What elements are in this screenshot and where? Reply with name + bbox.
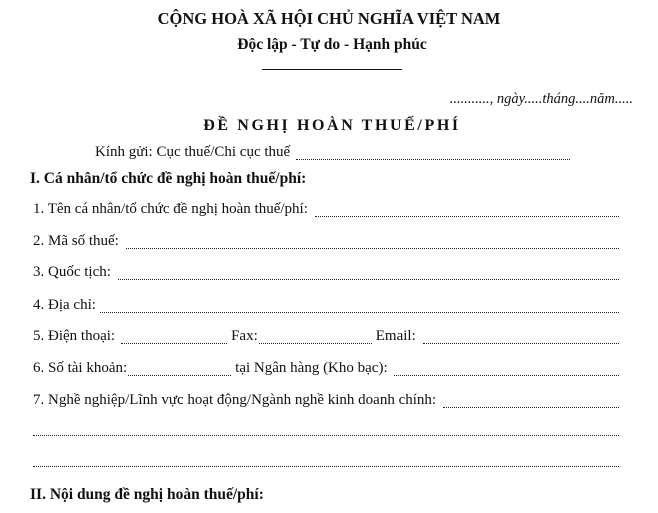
- field-label-occupation: 7. Nghề nghiệp/Lĩnh vực hoạt động/Ngành nghề kinh doanh chính:: [33, 392, 437, 408]
- account-number-field[interactable]: [128, 375, 231, 376]
- field-row-nationality: [33, 264, 619, 284]
- section-2-heading: II. Nội dung đề nghị hoàn thuế/phí:: [30, 486, 264, 503]
- nationality-field[interactable]: [118, 279, 619, 280]
- address-field[interactable]: [100, 312, 619, 313]
- national-motto: Độc lập - Tự do - Hạnh phúc: [237, 36, 427, 53]
- header-divider: [262, 69, 402, 70]
- field-label-tax-code: 2. Mã số thuế:: [33, 233, 119, 249]
- field-label-bank: tại Ngân hàng (Kho bạc):: [235, 360, 388, 376]
- field-row-occupation: [33, 392, 619, 412]
- phone-field[interactable]: [121, 343, 227, 344]
- name-field[interactable]: [315, 216, 619, 217]
- field-row-tax-code: [33, 233, 619, 253]
- field-row-name: [33, 201, 619, 221]
- field-label-phone: 5. Điện thoại:: [33, 328, 116, 344]
- occupation-continuation-line-1[interactable]: [33, 435, 619, 436]
- document-title: ĐỀ NGHỊ HOÀN THUẾ/PHÍ: [203, 117, 461, 134]
- field-row-contact: [33, 328, 619, 348]
- occupation-field[interactable]: [443, 407, 619, 408]
- field-label-account: 6. Số tài khoản:: [33, 360, 128, 376]
- field-row-address: [33, 297, 619, 317]
- field-label-name: 1. Tên cá nhân/tổ chức đề nghị hoàn thuế/phí:: [33, 201, 308, 217]
- date-line: ..........., ngày.....tháng....năm.....: [449, 91, 633, 107]
- section-1-heading: I. Cá nhân/tổ chức đề nghị hoàn thuế/phí:: [30, 170, 307, 187]
- fax-field[interactable]: [259, 343, 372, 344]
- field-row-bank: [33, 360, 619, 380]
- tax-code-field[interactable]: [126, 248, 619, 249]
- email-field[interactable]: [423, 343, 619, 344]
- field-label-address: 4. Địa chỉ:: [33, 297, 96, 313]
- bank-name-field[interactable]: [394, 375, 619, 376]
- nation-header: CỘNG HOÀ XÃ HỘI CHỦ NGHĨA VIỆT NAM: [157, 9, 501, 28]
- occupation-continuation-line-2[interactable]: [33, 466, 619, 467]
- field-label-email: Email:: [375, 328, 416, 344]
- field-label-fax: Fax:: [231, 328, 258, 344]
- recipient-field[interactable]: [296, 159, 570, 160]
- recipient-line: [95, 144, 570, 164]
- field-label-nationality: 3. Quốc tịch:: [33, 264, 111, 280]
- recipient-label: Kính gửi: Cục thuế/Chi cục thuế: [95, 144, 291, 160]
